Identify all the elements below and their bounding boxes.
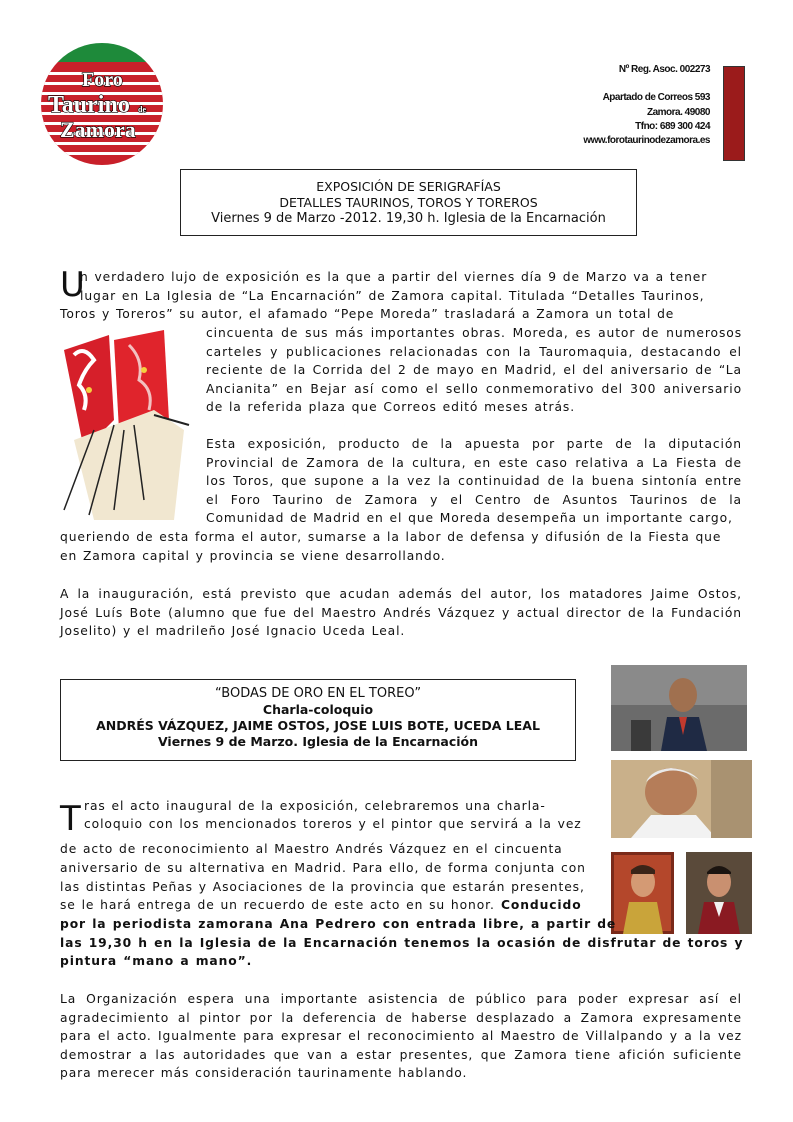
serigraph-illustration [54, 330, 194, 520]
article2-line-6-bold: Conducido [494, 898, 582, 912]
article2-line-7: por la periodista zamorana Ana Pedrero con entrada libre, a partir de [60, 917, 617, 931]
logo-word-3: de [138, 105, 146, 114]
article2-line-2: coloquio con los mencionados toreros y el pintor que servirá a la vez [84, 817, 582, 831]
article1-paragraph-3: A la inauguración, está previsto que acudan además del autor, los matadores Jaime Ostos, José Luís Bote (alumno que fue del Maestro Andrés Vázquez y actual director de la Fundación Joselito) y el madrileño José Ignacio Uceda Leal. [60, 587, 742, 638]
talk-date: Viernes 9 de Marzo. Iglesia de la Encarnación [157, 734, 479, 749]
logo-word-1: Foro [82, 69, 123, 91]
city: Zamora. 49080 [647, 107, 710, 118]
website[interactable]: www.forotaurinodezamora.es [583, 135, 710, 146]
photo-speaker-2 [611, 760, 752, 838]
exhibition-date: Viernes 9 de Marzo -2012. 19,30 h. Iglesia de la Encarnación [211, 211, 606, 226]
talk-title: “BODAS DE ORO EN EL TOREO” [214, 686, 422, 701]
article2-line-9: pintura “mano a mano”. [60, 954, 253, 968]
article2-line-4: aniversario de su alternativa en Madrid. Para ello, de forma conjunta con [60, 861, 586, 875]
postal-address: Apartado de Correos 593 [602, 92, 710, 103]
logo-word-2: Taurino [48, 92, 130, 118]
article1-line-p2b2: en Zamora capital y provincia se viene desarrollando. [60, 549, 446, 563]
photo-speaker-1 [611, 665, 747, 751]
talk-subtitle: Charla-coloquio [262, 702, 374, 717]
article2-line-6 [60, 896, 582, 915]
exhibition-box [180, 169, 637, 236]
dropcap-u: U [60, 265, 85, 305]
header-accent-bar [723, 66, 745, 161]
article1-line-p2b1: queriendo de esta forma el autor, sumarse a la labor de defensa y difusión de la Fiesta que [60, 530, 722, 544]
article2-line-1: ras el acto inaugural de la exposición, celebraremos una charla- [84, 799, 546, 813]
talk-box [60, 679, 576, 761]
article2-line-6-text: se le hará entrega de un recuerdo de este acto en su honor. [60, 898, 495, 912]
photo-speaker-3 [611, 852, 674, 934]
exhibition-subtitle: DETALLES TAURINOS, TOROS Y TOREROS [279, 195, 538, 210]
article1-paragraph-1: cincuenta de sus más importantes obras. Moreda, es autor de numerosos carteles y publicaciones relacionadas con la Tauromaquia, destacando el reciente de la Corrida del 2 de mayo en Madrid, el del aniversario de “La Ancianita” en Bejar así como el sello conmemorativo del 300 aniversario de la referida plaza que Correos editó meses atrás. [206, 326, 742, 414]
phone: Tfno: 689 300 424 [635, 121, 710, 132]
article1-line-1: n verdadero lujo de exposición es la que a partir del viernes día 9 de Marzo va a tener [80, 270, 708, 284]
foro-taurino-logo [40, 42, 164, 166]
article1-line-3: Toros y Toreros” su autor, el afamado “Pepe Moreda” trasladará a Zamora un total de [60, 307, 675, 321]
talk-guests: ANDRÉS VÁZQUEZ, JAIME OSTOS, JOSE LUIS BOTE, UCEDA LEAL [96, 718, 540, 733]
article1-paragraph-2: Esta exposición, producto de la apuesta por parte de la diputación Provincial de Zamora de la cultura, en este caso relativa a La Fiesta de los Toros, que supone a la vez la continuidad de la buena sintonía entre el Foro Taurino de Zamora y el Centro de Asuntos Taurinos de la Comunidad de Madrid en el que Moreda desempeña un importante cargo, [206, 437, 742, 525]
registration-number: Nº Reg. Asoc. 002273 [618, 64, 710, 75]
article2-paragraph-2: La Organización espera una importante asistencia de público para poder expresar así el agradecimiento al pintor por la deferencia de haberse desplazado a Zamora expresamente para el acto. Igualmente para expresar el reconocimiento al Maestro de Villalpando y a la vez demostrar a las autoridades que van a estar presentes, que Zamora tiene afición suficiente para merecer más consideración taurinamente hablando. [60, 992, 742, 1080]
logo-word-4: Zamora [60, 117, 136, 142]
article2-line-3: de acto de reconocimiento al Maestro Andrés Vázquez en el cincuenta [60, 842, 563, 856]
dropcap-t: T [60, 799, 81, 839]
photo-speaker-4 [686, 852, 752, 934]
article2-line-8: las 19,30 h en la Iglesia de la Encarnación tenemos la ocasión de disfrutar de toros y [60, 936, 744, 950]
article2-line-5: las distintas Peñas y Asociaciones de la provincia que estarán presentes, [60, 880, 585, 894]
article1-line-2: lugar en La Iglesia de “La Encarnación” de Zamora capital. Titulada “Detalles Taurinos, [80, 289, 705, 303]
exhibition-title: EXPOSICIÓN DE SERIGRAFÍAS [316, 179, 501, 194]
